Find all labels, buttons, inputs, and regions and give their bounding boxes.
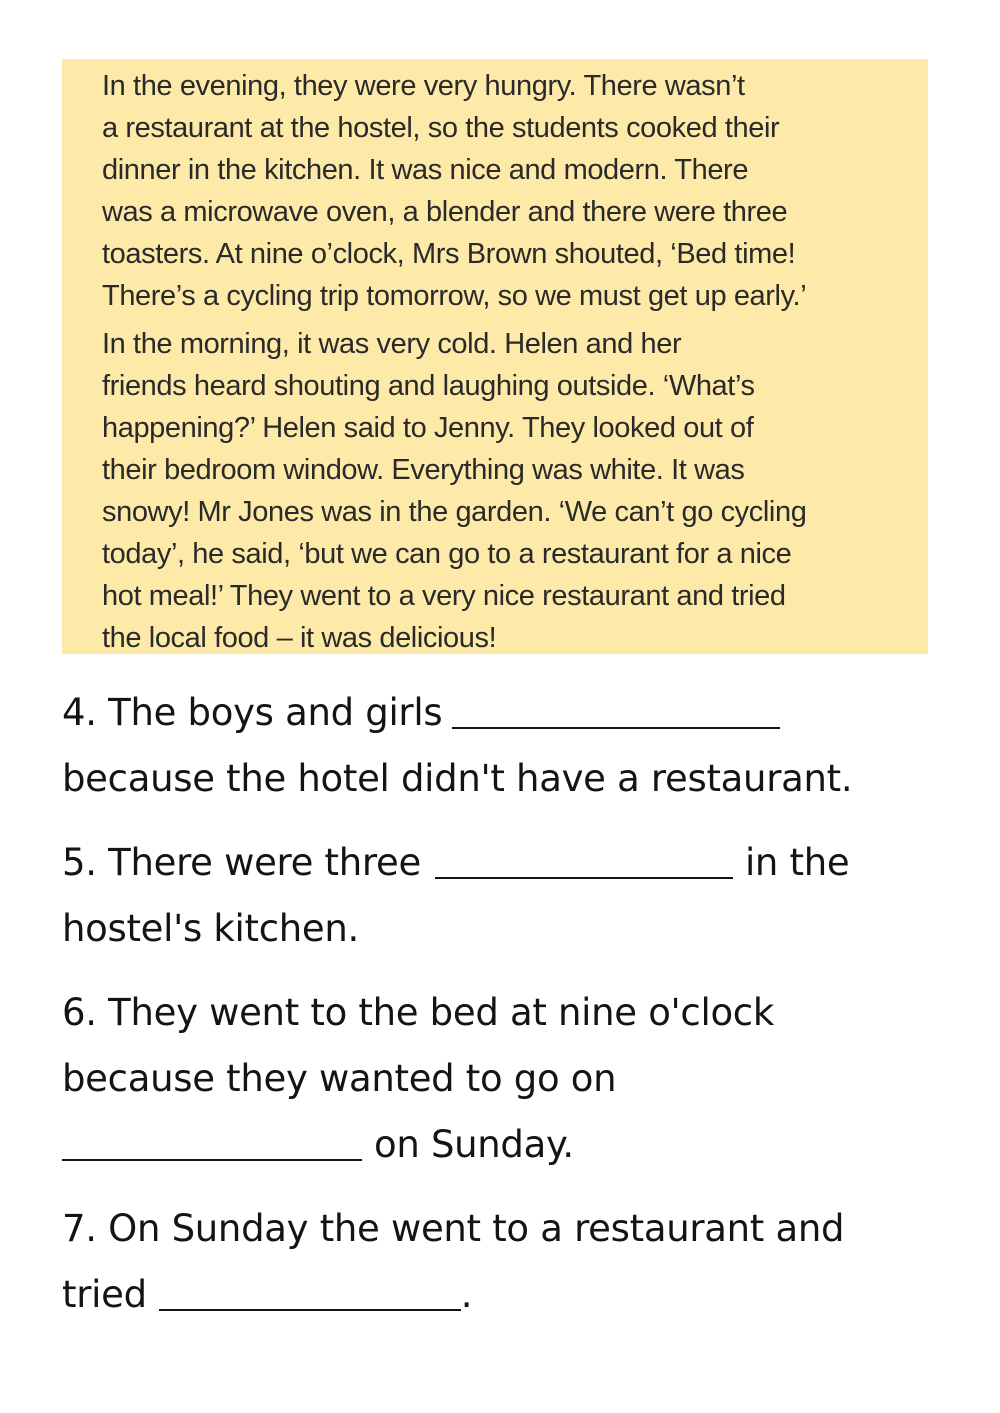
text-line: was a microwave oven, a blender and there were three (102, 196, 788, 228)
text-line: In the evening, they were very hungry. There wasn’t (102, 70, 745, 102)
reading-passage-box (62, 59, 928, 654)
question-line: hostel's kitchen. (62, 907, 360, 950)
text-line: happening?’ Helen said to Jenny. They looked out of (102, 412, 754, 444)
text-line: There’s a cycling trip tomorrow, so we must get up early.’ (102, 280, 807, 312)
question-6 (62, 980, 962, 1178)
reading-paragraph-2 (102, 323, 928, 659)
question-text: 5. There were three (62, 841, 421, 884)
question-line (62, 680, 962, 746)
answer-blank-q7[interactable] (159, 1269, 461, 1311)
question-7 (62, 1196, 962, 1328)
question-line: because the hotel didn't have a restaurant. (62, 757, 853, 800)
text-line: a restaurant at the hostel, so the students cooked their (102, 112, 780, 144)
question-text: 4. The boys and girls (62, 691, 443, 734)
question-5 (62, 830, 962, 962)
question-text: in the (744, 841, 850, 884)
text-line: friends heard shouting and laughing outside. ‘What’s (102, 370, 755, 402)
text-line: dinner in the kitchen. It was nice and modern. There (102, 154, 749, 186)
question-line (62, 1112, 962, 1178)
answer-blank-q6[interactable] (62, 1119, 362, 1161)
question-text: on Sunday. (374, 1123, 574, 1166)
question-line: 7. On Sunday the went to a restaurant and (62, 1207, 845, 1250)
text-line: snowy! Mr Jones was in the garden. ‘We can’t go cycling (102, 496, 807, 528)
answer-blank-q5[interactable] (435, 837, 733, 879)
question-line: because they wanted to go on (62, 1057, 617, 1100)
text-line: toasters. At nine o’clock, Mrs Brown shouted, ‘Bed time! (102, 238, 796, 270)
text-line: today’, he said, ‘but we can go to a restaurant for a nice (102, 538, 792, 570)
question-text: . (460, 1273, 473, 1316)
text-line: the local food – it was delicious! (102, 622, 497, 654)
question-line (62, 830, 962, 896)
question-line (62, 1262, 962, 1328)
question-line: 6. They went to the bed at nine o'clock (62, 991, 774, 1034)
question-text: tried (62, 1273, 147, 1316)
question-4 (62, 680, 962, 812)
text-line: their bedroom window. Everything was white. It was (102, 454, 745, 486)
text-line: In the morning, it was very cold. Helen and her (102, 328, 682, 360)
text-line: hot meal!’ They went to a very nice restaurant and tried (102, 580, 786, 612)
reading-paragraph-1 (102, 65, 928, 317)
answer-blank-q4[interactable] (452, 687, 780, 729)
questions-section (62, 680, 962, 1328)
